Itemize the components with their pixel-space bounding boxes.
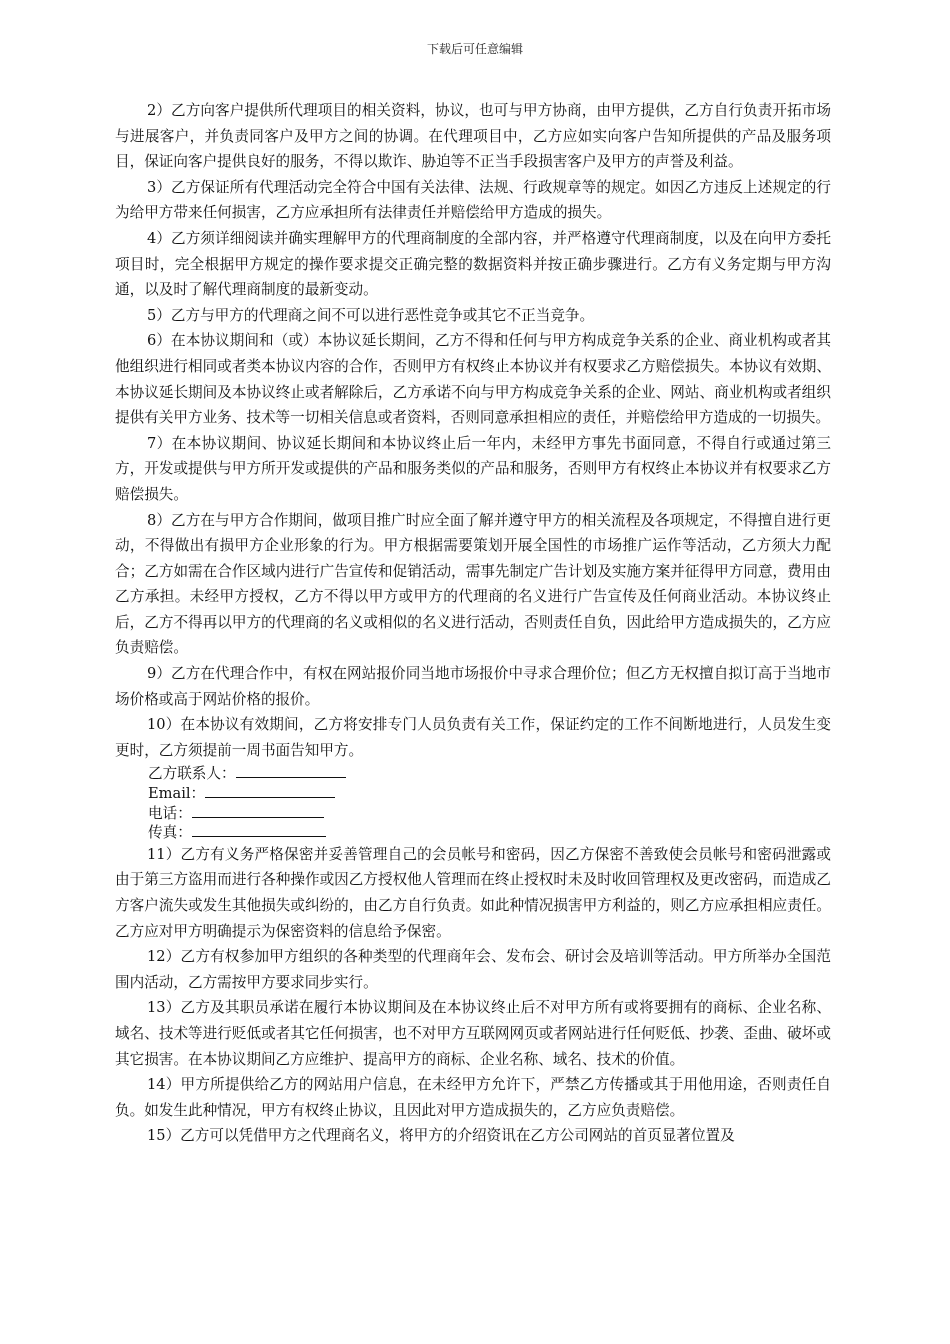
clause-8: 8）乙方在与甲方合作期间，做项目推广时应全面了解并遵守甲方的相关流程及各项规定，不得擅自进行更动，不得做出有损甲方企业形象的行为。甲方根据需要策划开展全国性的市场推广运作等活动，乙方须大力配合；乙方如需在合作区域内进行广告宣传和促销活动，需事先制定广告计划及实施方案并征得甲方同意，费用由乙方承担。未经甲方授权，乙方不得以甲方或甲方的代理商的名义进行广告宣传及任何商业活动。本协议终止后，乙方不得再以甲方的代理商的名义或相似的名义进行活动，否则责任自负，因此给甲方造成损失的，乙方应负责赔偿。 — [115, 511, 831, 657]
contact-block — [115, 763, 831, 841]
email-row — [148, 783, 831, 803]
clause-13: 13）乙方及其职员承诺在履行本协议期间及在本协议终止后不对甲方所有或将要拥有的商标、企业名称、域名、技术等进行贬低或者其它任何损害，也不对甲方互联网网页或者网站进行任何贬低、抄袭、歪曲、破坏或其它损害。在本协议期间乙方应维护、提高甲方的商标、企业名称、域名、技术的价值。 — [115, 999, 831, 1068]
email-label: Email： — [148, 785, 206, 803]
clause-11: 11）乙方有义务严格保密并妥善管理自己的会员帐号和密码，因乙方保密不善致使会员帐号和密码泄露或由于第三方盗用而进行各种操作或因乙方授权他人管理而在终止授权时未及时收回管理权及更改密码，而造成乙方客户流失或发生其他损失或纠纷的，由乙方自行负责。如此种情况损害甲方利益的，则乙方应承担相应责任。乙方应对甲方明确提示为保密资料的信息给予保密。 — [115, 845, 831, 940]
clause-3: 3）乙方保证所有代理活动完全符合中国有关法律、法规、行政规章等的规定。如因乙方违反上述规定的行为给甲方带来任何损害，乙方应承担所有法律责任并赔偿给甲方造成的损失。 — [115, 178, 831, 222]
page-header: 下载后可任意编辑 — [426, 42, 523, 56]
clause-9: 9）乙方在代理合作中，有权在网站报价同当地市场报价中寻求合理价位；但乙方无权擅自拟订高于当地市场价格或高于网站价格的报价。 — [115, 665, 831, 708]
document-body — [115, 98, 831, 1149]
fax-label: 传真： — [148, 824, 192, 842]
clause-14: 14）甲方所提供给乙方的网站用户信息，在未经甲方允许下，严禁乙方传播或其于用他用途，否则责任自负。如发生此种情况，甲方有权终止协议，且因此对甲方造成损失的，乙方应负责赔偿。 — [115, 1076, 831, 1119]
clause-5: 5）乙方与甲方的代理商之间不可以进行恶性竞争或其它不正当竞争。 — [147, 306, 595, 324]
email-blank[interactable] — [205, 783, 335, 798]
phone-label: 电话： — [148, 804, 192, 822]
fax-blank[interactable] — [192, 822, 326, 837]
clause-12: 12）乙方有权参加甲方组织的各种类型的代理商年会、发布会、研讨会及培训等活动。甲方所举办全国范围内活动，乙方需按甲方要求同步实行。 — [115, 948, 831, 991]
clause-7: 7）在本协议期间、协议延长期间和本协议终止后一年内，未经甲方事先书面同意，不得自行或通过第三方，开发或提供与甲方所开发或提供的产品和服务类似的产品和服务，否则甲方有权终止本协议并有权要求乙方赔偿损失。 — [115, 434, 831, 503]
fax-row — [148, 822, 831, 842]
clause-6: 6）在本协议期间和（或）本协议延长期间，乙方不得和任何与甲方构成竞争关系的企业、商业机构或者其他组织进行相同或者类本协议内容的合作，否则甲方有权终止本协议并有权要求乙方赔偿损失。本协议有效期、本协议延长期间及本协议终止或者解除后，乙方承诺不向与甲方构成竞争关系的企业、网站、商业机构或者组织提供有关甲方业务、技术等一切相关信息或者资料，否则同意承担相应的责任，并赔偿给甲方造成的一切损失。 — [115, 332, 831, 427]
phone-blank[interactable] — [192, 803, 324, 818]
clause-4: 4）乙方须详细阅读并确实理解甲方的代理商制度的全部内容，并严格遵守代理商制度，以及在向甲方委托项目时，完全根据甲方规定的操作要求提交正确完整的数据资料并按正确步骤进行。乙方有义务定期与甲方沟通，以及时了解代理商制度的最新变动。 — [115, 229, 831, 299]
phone-row — [148, 803, 831, 823]
contact-person-label: 乙方联系人： — [148, 765, 236, 783]
contact-person-row — [148, 763, 831, 783]
clause-10: 10）在本协议有效期间，乙方将安排专门人员负责有关工作，保证约定的工作不间断地进行，人员发生变更时，乙方须提前一周书面告知甲方。 — [115, 716, 831, 759]
clause-15: 15）乙方可以凭借甲方之代理商名义，将甲方的介绍资讯在乙方公司网站的首页显著位置及 — [147, 1127, 735, 1145]
contact-person-blank[interactable] — [236, 763, 346, 778]
clause-2: 2）乙方向客户提供所代理项目的相关资料，协议，也可与甲方协商，由甲方提供，乙方自行负责开拓市场与进展客户，并负责同客户及甲方之间的协调。在代理项目中，乙方应如实向客户告知所提供的产品及服务项目，保证向客户提供良好的服务，不得以欺诈、胁迫等不正当手段损害客户及甲方的声誉及利益。 — [115, 102, 831, 171]
